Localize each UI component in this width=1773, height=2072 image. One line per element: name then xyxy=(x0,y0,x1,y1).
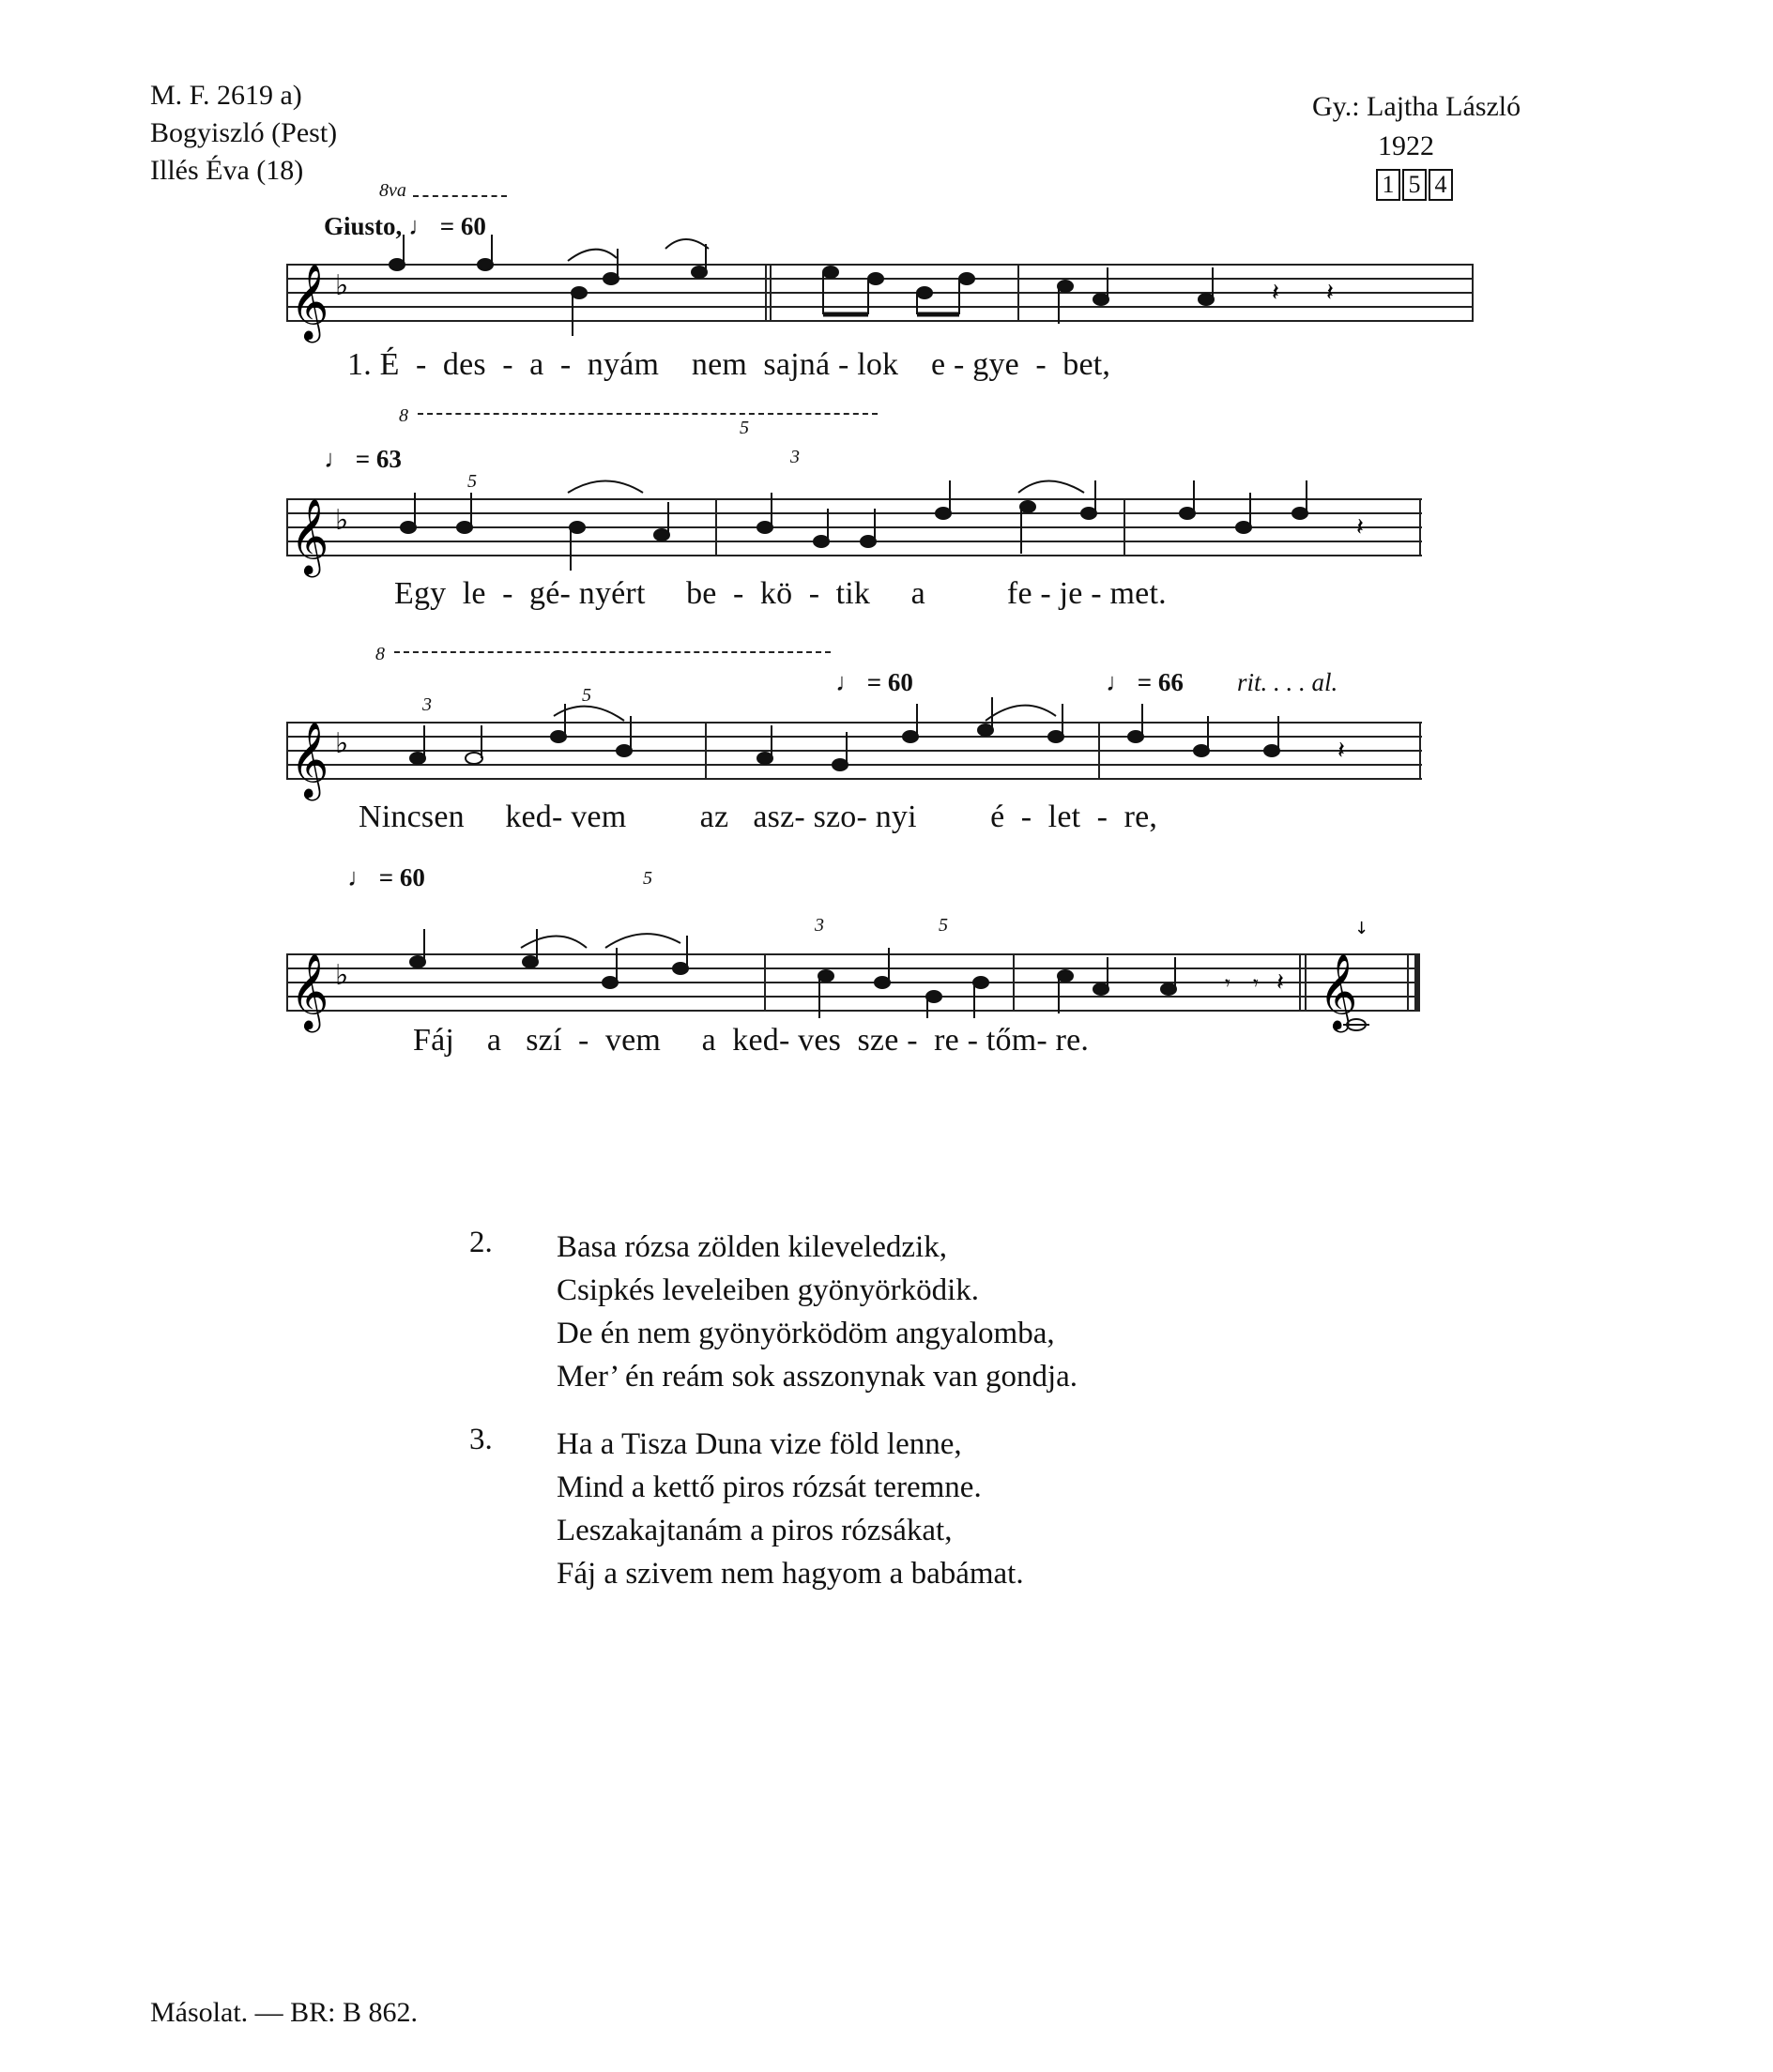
catalog-number: M. F. 2619 a) xyxy=(150,80,302,111)
stanza-line: Mind a kettő piros rózsát teremne. xyxy=(557,1470,982,1504)
stanza-line: Csipkés leveleiben gyönyörködik. xyxy=(557,1273,980,1307)
svg-text:𝄾: 𝄾 xyxy=(1253,971,1259,995)
stanza-line: Mer’ én reám sok asszonynak van gondja. xyxy=(557,1360,1078,1394)
tuplet-number: 5 xyxy=(643,868,652,889)
tempo-mark: Giusto, ♩ = 60 xyxy=(324,212,486,240)
year: 1922 xyxy=(1378,130,1434,161)
svg-text:𝄽: 𝄽 xyxy=(1272,279,1279,306)
stanza-number: 3. xyxy=(469,1423,493,1456)
stanza-lines xyxy=(557,1423,1307,1595)
svg-text:𝄽: 𝄽 xyxy=(1356,513,1364,541)
tuplet-number: 5 xyxy=(939,915,948,936)
lyrics-line-1: 1. É - des - a - nyám nem sajná - lok e - gye - bet, xyxy=(347,347,1111,382)
tuplet-number: 5 xyxy=(582,685,591,706)
lyrics-line-4: Fáj a szí - vem a ked- ves sze - re - tőm- re. xyxy=(413,1023,1090,1058)
ottava-mark: 8 xyxy=(399,405,408,426)
tuplet-number: 5 xyxy=(467,471,477,492)
ottava-mark: 8 xyxy=(375,644,385,664)
stanza-number: 2. xyxy=(469,1226,493,1259)
svg-text:𝄞: 𝄞 xyxy=(290,721,329,798)
svg-text:𝄽: 𝄽 xyxy=(1276,968,1284,996)
svg-text:𝄽: 𝄽 xyxy=(1337,737,1345,764)
footer-source: Másolat. — BR: B 862. xyxy=(150,1997,419,2028)
svg-text:↓: ↓ xyxy=(1354,919,1369,938)
svg-text:♭: ♭ xyxy=(335,269,349,302)
svg-text:♭: ♭ xyxy=(335,959,349,992)
svg-text:𝄽: 𝄽 xyxy=(1326,279,1334,306)
lyrics-line-3: Nincsen ked- vem az asz- szo- nyi é - let - re, xyxy=(359,800,1158,834)
svg-text:𝄞: 𝄞 xyxy=(290,497,329,574)
stanza-line: Fáj a szivem nem hagyom a babámat. xyxy=(557,1557,1024,1591)
box-digit: 4 xyxy=(1429,169,1453,201)
lyrics-line-2: Egy le - gé- nyért be - kö - tik a fe - je - met. xyxy=(394,576,1167,611)
ottava-line xyxy=(418,413,878,415)
svg-text:♭: ♭ xyxy=(335,504,349,537)
boxed-number xyxy=(1376,169,1455,201)
location: Bogyiszló (Pest) xyxy=(150,117,338,148)
ritardando-mark: rit. . . . al. xyxy=(1237,668,1338,696)
stanza-lines xyxy=(557,1226,1307,1398)
tuplet-number: 5 xyxy=(740,418,749,438)
tuplet-number: 3 xyxy=(790,447,800,467)
performer: Illés Éva (18) xyxy=(150,155,304,186)
stanza-line: Ha a Tisza Duna vize föld lenne, xyxy=(557,1427,962,1461)
ottava-line xyxy=(394,651,831,653)
box-digit: 5 xyxy=(1402,169,1427,201)
tempo-mark: ♩ = 60 xyxy=(347,863,425,891)
box-digit: 1 xyxy=(1376,169,1400,201)
stanza-line: De én nem gyönyörködöm angyalomba, xyxy=(557,1317,1055,1350)
header-left xyxy=(150,77,337,190)
tuplet-number: 3 xyxy=(815,915,824,936)
stanza-line: Leszakajtanám a piros rózsákat, xyxy=(557,1514,953,1547)
ottava-line xyxy=(413,195,507,197)
tuplet-number: 3 xyxy=(422,694,432,715)
svg-text:𝄾: 𝄾 xyxy=(1225,971,1230,995)
tempo-mark: ♩ = 63 xyxy=(324,445,402,473)
tempo-mark: ♩ = 60 xyxy=(835,668,913,696)
treble-clef-icon: 𝄞 xyxy=(290,263,329,340)
svg-text:♭: ♭ xyxy=(335,727,349,760)
svg-text:𝄞: 𝄞 xyxy=(290,952,329,1029)
svg-text:𝄞: 𝄞 xyxy=(1319,952,1358,1029)
stanza-line: Basa rózsa zölden kileveledzik, xyxy=(557,1230,947,1264)
tempo-mark: ♩ = 66 xyxy=(1106,668,1184,696)
ottava-mark: 8va xyxy=(379,180,406,201)
collector: Gy.: Lajtha László xyxy=(1312,91,1521,122)
